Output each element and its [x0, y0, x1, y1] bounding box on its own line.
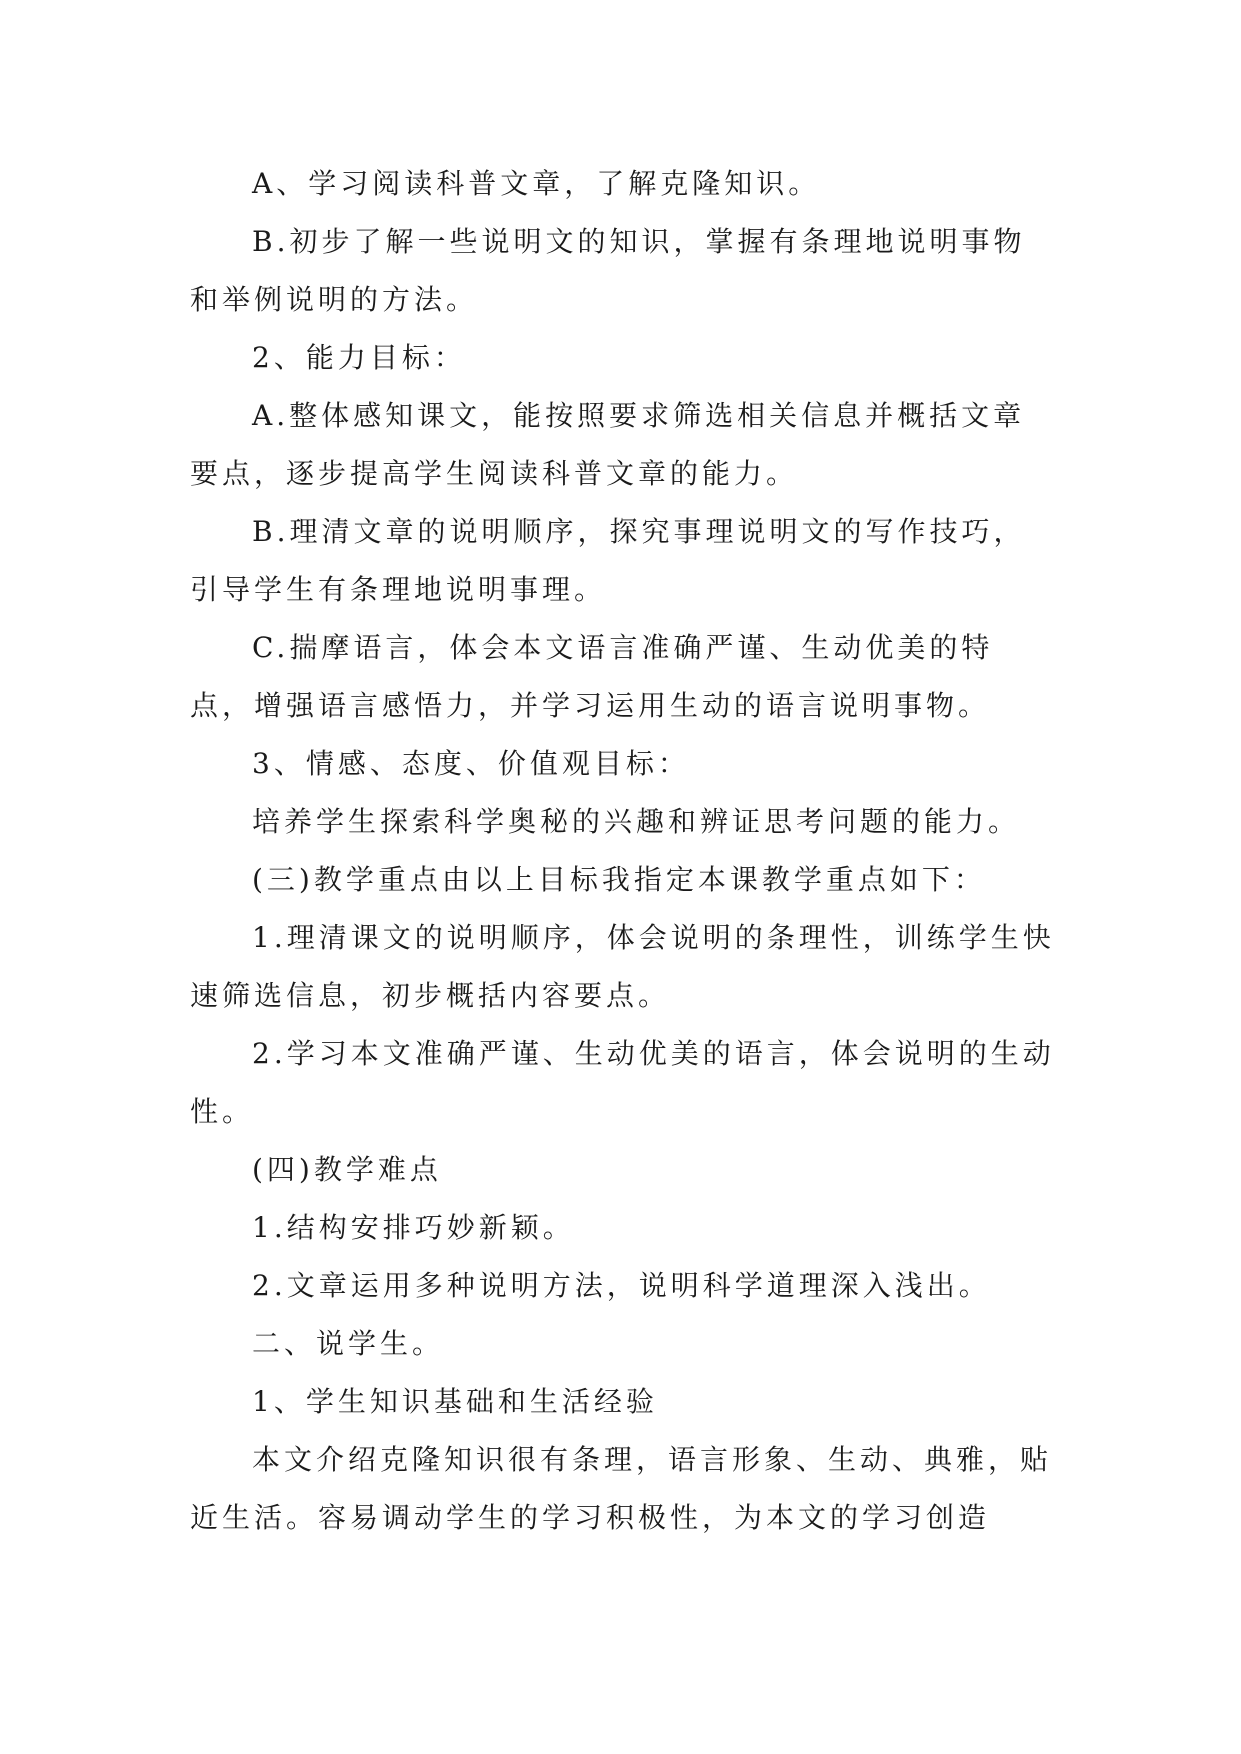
heading-emotion-goals: 3、情感、态度、价值观目标：	[252, 747, 690, 780]
paragraph-difficulty-2: 2.文章运用多种说明方法，说明科学道理深入浅出。	[252, 1269, 991, 1302]
paragraph-focus-2: 2.学习本文准确严谨、生动优美的语言，体会说明的生动性。	[190, 1037, 1055, 1128]
paragraph-reading-goal-a: A、学习阅读科普文章，了解克隆知识。	[252, 167, 821, 200]
paragraph-focus-1: 1.理清课文的说明顺序，体会说明的条理性，训练学生快速筛选信息，初步概括内容要点。	[190, 921, 1055, 1012]
heading-teaching-difficulty: (四)教学难点	[252, 1153, 442, 1186]
document-body	[190, 155, 1055, 1547]
paragraph-ability-goal-b: B.理清文章的说明顺序，探究事理说明文的写作技巧，引导学生有条理地说明事理。	[190, 515, 1026, 606]
paragraph-difficulty-1: 1.结构安排巧妙新颖。	[252, 1211, 575, 1244]
paragraph-ability-goal-c: C.揣摩语言，体会本文语言准确严谨、生动优美的特点，增强语言感悟力，并学习运用生动的语言说明事物。	[190, 631, 994, 722]
heading-student-knowledge: 1、学生知识基础和生活经验	[252, 1385, 658, 1418]
heading-teaching-focus: (三)教学重点由以上目标我指定本课教学重点如下：	[252, 863, 986, 896]
paragraph-student-knowledge: 本文介绍克隆知识很有条理，语言形象、生动、典雅，贴近生活。容易调动学生的学习积极性，为本文的学习创造	[190, 1443, 1053, 1534]
heading-students: 二、说学生。	[252, 1327, 445, 1360]
paragraph-emotion-goal: 培养学生探索科学奥秘的兴趣和辨证思考问题的能力。	[252, 805, 1021, 838]
paragraph-reading-goal-b: B.初步了解一些说明文的知识，掌握有条理地说明事物和举例说明的方法。	[190, 225, 1026, 316]
paragraph-ability-goal-a: A.整体感知课文，能按照要求筛选相关信息并概括文章要点，逐步提高学生阅读科普文章的能力。	[190, 399, 1026, 490]
heading-ability-goals: 2、能力目标：	[252, 341, 466, 374]
